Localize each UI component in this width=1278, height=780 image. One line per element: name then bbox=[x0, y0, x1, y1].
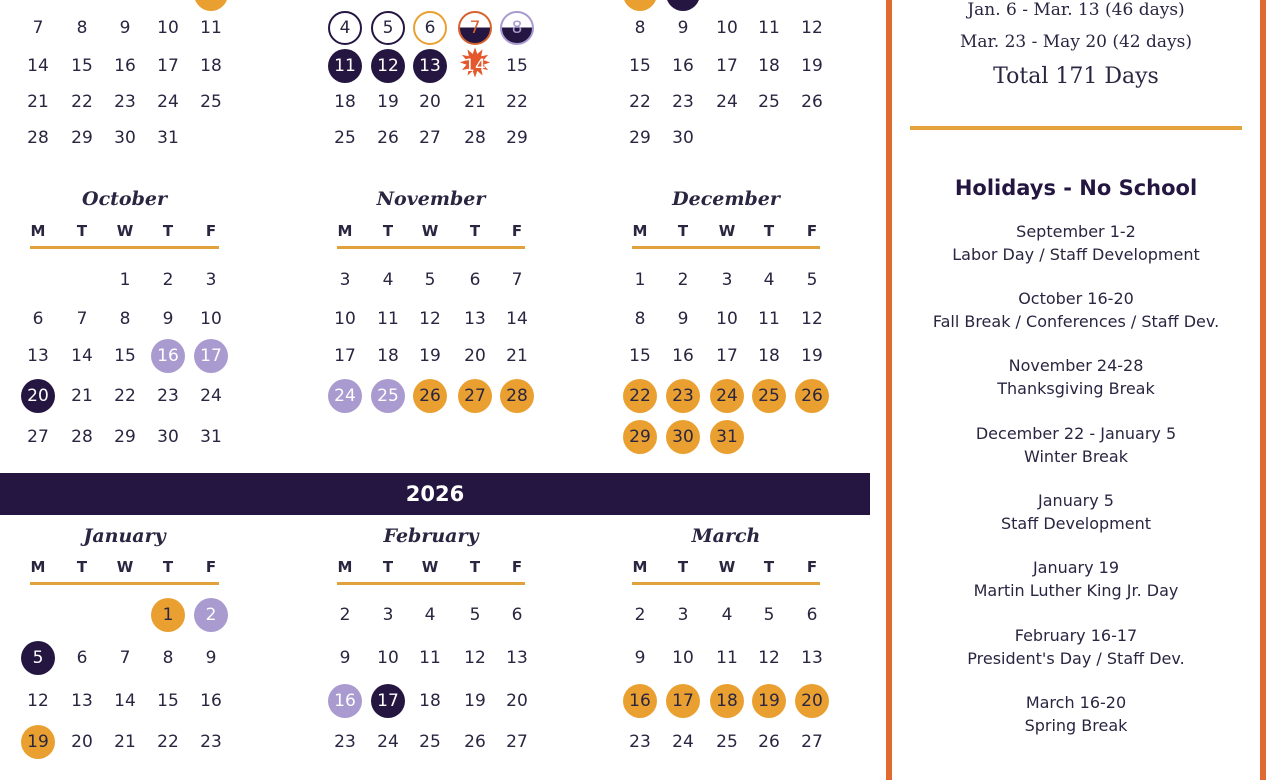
calendar-day: 26 bbox=[758, 732, 780, 752]
holiday-date: September 1-2 bbox=[1016, 222, 1136, 241]
total-days: Total 171 Days bbox=[993, 64, 1159, 89]
calendar-day: 4 bbox=[721, 605, 733, 625]
calendar-day: 10 bbox=[716, 18, 738, 38]
year-banner bbox=[0, 473, 870, 515]
calendar-day: 30 bbox=[157, 427, 179, 447]
calendar-day: 14 bbox=[27, 56, 49, 76]
calendar-day: 23 bbox=[672, 92, 694, 112]
calendar-day: 24 bbox=[672, 732, 694, 752]
calendar-day: 8 bbox=[76, 18, 88, 38]
holiday-date: January 19 bbox=[1032, 558, 1120, 577]
calendar-day: 20 bbox=[71, 732, 93, 752]
calendar-day: 24 bbox=[200, 386, 222, 406]
term-line-1: Jan. 6 - Mar. 13 (46 days) bbox=[967, 0, 1185, 20]
calendar-day: 8 bbox=[162, 648, 174, 668]
calendar-day: 12 bbox=[419, 309, 441, 329]
calendar-day: 18 bbox=[758, 56, 780, 76]
calendar-day: 9 bbox=[339, 648, 351, 668]
calendar-day: 9 bbox=[119, 18, 131, 38]
weekday-header: F bbox=[205, 558, 217, 576]
calendar-day: 1 bbox=[634, 270, 646, 290]
calendar-day: 3 bbox=[205, 270, 217, 290]
calendar-day: 20 bbox=[21, 379, 55, 413]
calendar-day: 13 bbox=[506, 648, 528, 668]
calendar-day: 21 bbox=[71, 386, 93, 406]
weekday-header: M bbox=[337, 222, 353, 240]
calendar-day: 1 bbox=[119, 270, 131, 290]
holiday-entry bbox=[892, 287, 1260, 333]
holiday-entry bbox=[892, 624, 1260, 670]
calendar-day: 16 bbox=[114, 56, 136, 76]
calendar-day: 25 bbox=[758, 92, 780, 112]
weekday-header: W bbox=[421, 558, 439, 576]
calendar-day: 27 bbox=[458, 379, 492, 413]
calendar-day: 16 bbox=[672, 56, 694, 76]
calendar-day: 28 bbox=[500, 379, 534, 413]
calendar-day: 11 bbox=[200, 18, 222, 38]
calendar-day: 10 bbox=[716, 309, 738, 329]
calendar-day: 8 bbox=[119, 309, 131, 329]
calendar-day: 5 bbox=[763, 605, 775, 625]
calendar-day: 16 bbox=[200, 691, 222, 711]
calendar-day: 28 bbox=[71, 427, 93, 447]
calendar-day: 15 bbox=[157, 691, 179, 711]
calendar-day: 22 bbox=[157, 732, 179, 752]
calendar-day: 22 bbox=[629, 92, 651, 112]
calendar-day: 17 bbox=[194, 339, 228, 373]
weekday-header: F bbox=[205, 222, 217, 240]
calendar-day: 10 bbox=[200, 309, 222, 329]
calendar-day: 21 bbox=[506, 346, 528, 366]
calendar-day: 23 bbox=[629, 732, 651, 752]
weekday-header: T bbox=[382, 558, 394, 576]
weekday-header: F bbox=[806, 558, 818, 576]
calendar-day: 10 bbox=[672, 648, 694, 668]
calendar-day: 10 bbox=[334, 309, 356, 329]
calendar-day: 29 bbox=[506, 128, 528, 148]
holiday-date: November 24-28 bbox=[1008, 356, 1144, 375]
month-title: March bbox=[691, 525, 761, 547]
calendar-day: 4 bbox=[763, 270, 775, 290]
holiday-date: March 16-20 bbox=[1025, 693, 1127, 712]
calendar-day: 12 bbox=[27, 691, 49, 711]
sidebar-divider bbox=[910, 126, 1242, 130]
month-title: December bbox=[672, 188, 780, 210]
calendar-day: 1 bbox=[151, 598, 185, 632]
weekday-header: W bbox=[718, 558, 736, 576]
calendar-day: 3 bbox=[677, 605, 689, 625]
calendar-day: 8 bbox=[500, 11, 534, 45]
calendar-day: 18 bbox=[200, 56, 222, 76]
calendar-day: 15 bbox=[114, 346, 136, 366]
calendar-day: 4 bbox=[328, 11, 362, 45]
calendar-day: 9 bbox=[162, 309, 174, 329]
calendar-day: 19 bbox=[752, 684, 786, 718]
calendar-day: 11 bbox=[377, 309, 399, 329]
calendar-day: 5 bbox=[806, 270, 818, 290]
calendar-day: 5 bbox=[21, 641, 55, 675]
weekday-header: F bbox=[511, 558, 523, 576]
holiday-date: January 5 bbox=[1038, 491, 1114, 510]
calendar-day: 24 bbox=[377, 732, 399, 752]
holiday-name: Thanksgiving Break bbox=[997, 379, 1155, 398]
holiday-name: Martin Luther King Jr. Day bbox=[973, 581, 1179, 600]
calendar-day: 2 bbox=[162, 270, 174, 290]
calendar-day: 27 bbox=[801, 732, 823, 752]
month-title: October bbox=[82, 188, 167, 210]
calendar-day: 9 bbox=[205, 648, 217, 668]
calendar-day: 16 bbox=[151, 339, 185, 373]
calendar-day: 23 bbox=[666, 379, 700, 413]
calendar-day: 20 bbox=[795, 684, 829, 718]
weekday-header: T bbox=[162, 222, 174, 240]
calendar-day: 24 bbox=[157, 92, 179, 112]
calendar-day: 21 bbox=[464, 92, 486, 112]
calendar-day: 21 bbox=[27, 92, 49, 112]
weekday-header: M bbox=[632, 558, 648, 576]
calendar-day: 8 bbox=[634, 18, 646, 38]
weekday-header: T bbox=[677, 558, 689, 576]
weekday-header: W bbox=[421, 222, 439, 240]
calendar-day: 9 bbox=[677, 18, 689, 38]
calendar-day: 25 bbox=[334, 128, 356, 148]
calendar-day: 11 bbox=[758, 18, 780, 38]
calendar-day: 13 bbox=[27, 346, 49, 366]
calendar-day: 18 bbox=[377, 346, 399, 366]
calendar-day: 23 bbox=[200, 732, 222, 752]
calendar-day: 5 bbox=[469, 605, 481, 625]
calendar-day: 9 bbox=[677, 309, 689, 329]
calendar-day: 18 bbox=[758, 346, 780, 366]
calendar-day: 19 bbox=[419, 346, 441, 366]
calendar-day-partial bbox=[623, 0, 657, 11]
calendar-day: 29 bbox=[629, 128, 651, 148]
calendar-day-partial bbox=[666, 0, 700, 11]
holiday-date: February 16-17 bbox=[1014, 626, 1138, 645]
calendar-day: 12 bbox=[758, 648, 780, 668]
calendar-day: 29 bbox=[71, 128, 93, 148]
calendar-day: 25 bbox=[419, 732, 441, 752]
weekday-header: T bbox=[763, 558, 775, 576]
holiday-name: President's Day / Staff Dev. bbox=[967, 649, 1185, 668]
holiday-entry bbox=[892, 220, 1260, 266]
calendar-day: 4 bbox=[424, 605, 436, 625]
calendar-day: 11 bbox=[758, 309, 780, 329]
weekday-header: T bbox=[162, 558, 174, 576]
holiday-date: December 22 - January 5 bbox=[975, 424, 1177, 443]
calendar-day: 22 bbox=[623, 379, 657, 413]
calendar-day: 25 bbox=[752, 379, 786, 413]
calendar-day: 3 bbox=[382, 605, 394, 625]
calendar-day: 19 bbox=[464, 691, 486, 711]
calendar-day: 16 bbox=[328, 684, 362, 718]
holiday-name: Winter Break bbox=[1024, 447, 1128, 466]
calendar-day: 29 bbox=[623, 420, 657, 454]
weekday-header: T bbox=[677, 222, 689, 240]
month-rule bbox=[632, 246, 820, 249]
calendar-day: 20 bbox=[464, 346, 486, 366]
calendar-day: 14 bbox=[71, 346, 93, 366]
calendar-day: 19 bbox=[21, 725, 55, 759]
calendar-day: 8 bbox=[634, 309, 646, 329]
calendar-day: 12 bbox=[371, 49, 405, 83]
calendar-day: 11 bbox=[328, 49, 362, 83]
calendar-day: 18 bbox=[710, 684, 744, 718]
calendar-day: 2 bbox=[339, 605, 351, 625]
calendar-day: 15 bbox=[629, 346, 651, 366]
month-rule bbox=[30, 246, 219, 249]
holiday-name: Spring Break bbox=[1024, 716, 1128, 735]
calendar-day: 5 bbox=[371, 11, 405, 45]
calendar-day: 9 bbox=[634, 648, 646, 668]
calendar-day: 14 bbox=[506, 309, 528, 329]
calendar-day: 7 bbox=[119, 648, 131, 668]
weekday-header: M bbox=[30, 558, 46, 576]
month-title: February bbox=[383, 525, 479, 547]
calendar-day: 26 bbox=[795, 379, 829, 413]
calendar-day: 27 bbox=[27, 427, 49, 447]
calendar-day: 20 bbox=[506, 691, 528, 711]
calendar-day: 6 bbox=[76, 648, 88, 668]
calendar-day: 30 bbox=[666, 420, 700, 454]
holiday-entry bbox=[892, 489, 1260, 535]
calendar-day: 12 bbox=[464, 648, 486, 668]
calendar-day: 13 bbox=[464, 309, 486, 329]
calendar-day: 2 bbox=[677, 270, 689, 290]
calendar-day: 13 bbox=[413, 49, 447, 83]
weekday-header: T bbox=[76, 222, 88, 240]
month-rule bbox=[337, 582, 525, 585]
calendar-day: 24 bbox=[328, 379, 362, 413]
calendar-day: 26 bbox=[377, 128, 399, 148]
calendar-day: 15 bbox=[506, 56, 528, 76]
holiday-entry bbox=[892, 354, 1260, 400]
holiday-name: Staff Development bbox=[1000, 514, 1152, 533]
calendar-day: 10 bbox=[157, 18, 179, 38]
calendar-day: 7 bbox=[32, 18, 44, 38]
calendar-day: 13 bbox=[801, 648, 823, 668]
month-title: January bbox=[83, 525, 166, 547]
calendar-day: 28 bbox=[464, 128, 486, 148]
calendar-day: 27 bbox=[506, 732, 528, 752]
weekday-header: F bbox=[511, 222, 523, 240]
holiday-entry bbox=[892, 691, 1260, 737]
calendar-day: 10 bbox=[377, 648, 399, 668]
calendar-day: 27 bbox=[419, 128, 441, 148]
calendar-day: 16 bbox=[672, 346, 694, 366]
calendar-day: 17 bbox=[157, 56, 179, 76]
calendar-day: 31 bbox=[200, 427, 222, 447]
calendar-day: 25 bbox=[371, 379, 405, 413]
calendar-day: 3 bbox=[339, 270, 351, 290]
calendar-day: 6 bbox=[806, 605, 818, 625]
weekday-header: M bbox=[632, 222, 648, 240]
calendar-day: 16 bbox=[623, 684, 657, 718]
month-rule bbox=[30, 582, 219, 585]
calendar-day: 29 bbox=[114, 427, 136, 447]
holiday-date: October 16-20 bbox=[1018, 289, 1134, 308]
calendar-day: 11 bbox=[716, 648, 738, 668]
calendar-day: 26 bbox=[413, 379, 447, 413]
calendar-day: 5 bbox=[424, 270, 436, 290]
calendar-day: 31 bbox=[157, 128, 179, 148]
calendar-day: 26 bbox=[464, 732, 486, 752]
month-rule bbox=[337, 246, 525, 249]
calendar-day: 7 bbox=[458, 11, 492, 45]
weekday-header: F bbox=[806, 222, 818, 240]
weekday-header: T bbox=[469, 558, 481, 576]
calendar-day: 7 bbox=[511, 270, 523, 290]
info-sidebar bbox=[886, 0, 1266, 780]
month-title: November bbox=[376, 188, 486, 210]
weekday-header: T bbox=[76, 558, 88, 576]
calendar-day: 22 bbox=[71, 92, 93, 112]
calendar-day: 6 bbox=[469, 270, 481, 290]
calendar-day: 17 bbox=[666, 684, 700, 718]
calendar-day: 22 bbox=[114, 386, 136, 406]
calendar-day-partial bbox=[194, 0, 228, 11]
weekday-header: W bbox=[116, 558, 134, 576]
calendar-day: 24 bbox=[710, 379, 744, 413]
term-line-2: Mar. 23 - May 20 (42 days) bbox=[959, 32, 1193, 52]
calendar-day: 17 bbox=[716, 346, 738, 366]
month-rule bbox=[632, 582, 820, 585]
calendar-day: 6 bbox=[413, 11, 447, 45]
year-label: 2026 bbox=[405, 482, 465, 506]
calendar-day: 2 bbox=[194, 598, 228, 632]
calendar-day: 11 bbox=[419, 648, 441, 668]
calendar-day: 31 bbox=[710, 420, 744, 454]
calendar-day: 12 bbox=[801, 309, 823, 329]
calendar-day: 20 bbox=[419, 92, 441, 112]
calendar-day: 19 bbox=[377, 92, 399, 112]
calendar-day: 13 bbox=[71, 691, 93, 711]
weekday-header: W bbox=[116, 222, 134, 240]
weekday-header: T bbox=[382, 222, 394, 240]
calendar-day: 18 bbox=[334, 92, 356, 112]
weekday-header: T bbox=[763, 222, 775, 240]
calendar-day: ✹ 14 bbox=[458, 49, 492, 83]
calendar-day: 6 bbox=[32, 309, 44, 329]
calendar-day: 19 bbox=[801, 346, 823, 366]
calendar-day: 12 bbox=[801, 18, 823, 38]
calendar-day: 3 bbox=[721, 270, 733, 290]
calendar-day: 26 bbox=[801, 92, 823, 112]
calendar-day: 25 bbox=[200, 92, 222, 112]
calendar-day: 30 bbox=[672, 128, 694, 148]
weekday-header: T bbox=[469, 222, 481, 240]
calendar-day: 17 bbox=[371, 684, 405, 718]
weekday-header: M bbox=[30, 222, 46, 240]
calendar-day: 17 bbox=[334, 346, 356, 366]
calendar-day: 28 bbox=[27, 128, 49, 148]
calendar-day: 24 bbox=[716, 92, 738, 112]
calendar-day: 25 bbox=[716, 732, 738, 752]
holiday-name: Fall Break / Conferences / Staff Dev. bbox=[932, 312, 1220, 331]
calendar-day: 15 bbox=[71, 56, 93, 76]
weekday-header: W bbox=[718, 222, 736, 240]
holiday-entry bbox=[892, 422, 1260, 468]
calendar-day: 21 bbox=[114, 732, 136, 752]
calendar-day: 19 bbox=[801, 56, 823, 76]
calendar-day: 2 bbox=[634, 605, 646, 625]
holidays-title: Holidays - No School bbox=[954, 176, 1198, 200]
calendar-day: 23 bbox=[334, 732, 356, 752]
calendar-day: 23 bbox=[114, 92, 136, 112]
calendar-day: 18 bbox=[419, 691, 441, 711]
calendar-day: 14 bbox=[114, 691, 136, 711]
calendar-day: 7 bbox=[76, 309, 88, 329]
calendar-day: 6 bbox=[511, 605, 523, 625]
calendar-day: 15 bbox=[629, 56, 651, 76]
calendar-day: 30 bbox=[114, 128, 136, 148]
holiday-name: Labor Day / Staff Development bbox=[952, 245, 1200, 264]
calendar-day: 22 bbox=[506, 92, 528, 112]
weekday-header: M bbox=[337, 558, 353, 576]
holiday-entry bbox=[892, 556, 1260, 602]
calendar-day: 23 bbox=[157, 386, 179, 406]
calendar-day: 17 bbox=[716, 56, 738, 76]
calendar-day: 4 bbox=[382, 270, 394, 290]
